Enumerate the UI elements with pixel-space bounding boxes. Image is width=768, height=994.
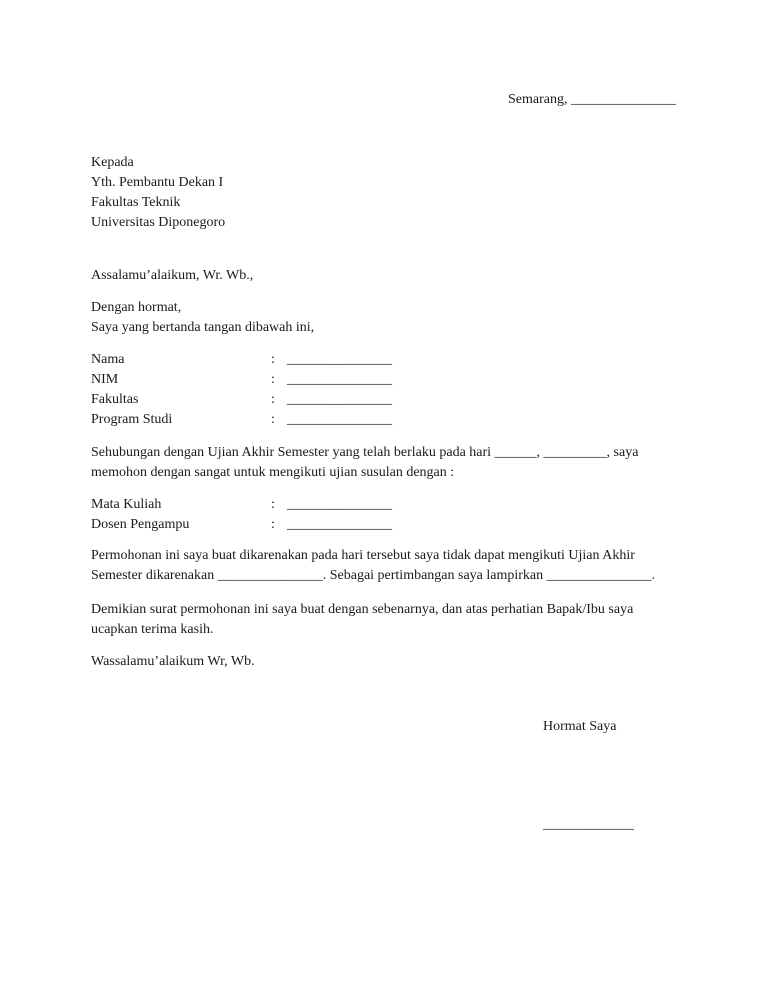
field-colon: : (271, 372, 275, 387)
recipient-line: Universitas Diponegoro (91, 215, 226, 230)
recipient-line: Yth. Pembantu Dekan I (91, 175, 224, 190)
paragraph-line: Sehubungan dengan Ujian Akhir Semester yang telah berlaku pada hari ______, _________, saya (91, 445, 639, 460)
identity-fields (91, 350, 491, 430)
course-fields (91, 495, 491, 535)
paragraph-line: ucapkan terima kasih. (91, 622, 214, 637)
paragraph-exam (91, 443, 677, 483)
field-colon: : (271, 497, 275, 512)
paragraph-line: Permohonan ini saya buat dikarenakan pada hari tersebut saya tidak dapat mengikuti Ujian Akhir (91, 548, 635, 563)
greeting: Assalamu’alaikum, Wr. Wb., (91, 268, 254, 283)
field-colon: : (271, 517, 275, 532)
field-label: Nama (91, 352, 125, 367)
recipient-block (91, 153, 225, 233)
paragraph-line: Semester dikarenakan _______________. Sebagai pertimbangan saya lampirkan _______________. (91, 568, 656, 583)
field-row-nim (91, 370, 491, 390)
field-row-mata-kuliah (91, 495, 491, 515)
field-label: Mata Kuliah (91, 497, 162, 512)
paragraph-reason (91, 546, 677, 586)
place-date: Semarang, _______________ (508, 92, 676, 107)
opening-line: Dengan hormat, (91, 300, 182, 315)
field-colon: : (271, 412, 275, 427)
field-colon: : (271, 352, 275, 367)
field-label: NIM (91, 372, 119, 387)
field-blank: _______________ (287, 392, 392, 407)
paragraph-line: memohon dengan sangat untuk mengikuti ujian susulan dengan : (91, 465, 455, 480)
field-blank: _______________ (287, 372, 392, 387)
field-row-dosen-pengampu (91, 515, 491, 535)
signature-line: _____________ (543, 817, 634, 832)
field-label: Fakultas (91, 392, 139, 407)
field-blank: _______________ (287, 412, 392, 427)
field-row-nama (91, 350, 491, 370)
field-label: Program Studi (91, 412, 173, 427)
paragraph-closing (91, 600, 677, 640)
signature-title: Hormat Saya (543, 719, 617, 734)
closing-greeting: Wassalamu’alaikum Wr, Wb. (91, 654, 255, 669)
field-row-program-studi (91, 410, 491, 430)
recipient-line: Kepada (91, 155, 134, 170)
paragraph-line: Demikian surat permohonan ini saya buat dengan sebenarnya, dan atas perhatian Bapak/Ibu saya (91, 602, 634, 617)
field-colon: : (271, 392, 275, 407)
field-label: Dosen Pengampu (91, 517, 190, 532)
field-blank: _______________ (287, 497, 392, 512)
field-blank: _______________ (287, 352, 392, 367)
opening-block (91, 298, 314, 338)
recipient-line: Fakultas Teknik (91, 195, 181, 210)
opening-line: Saya yang bertanda tangan dibawah ini, (91, 320, 315, 335)
field-blank: _______________ (287, 517, 392, 532)
field-row-fakultas (91, 390, 491, 410)
